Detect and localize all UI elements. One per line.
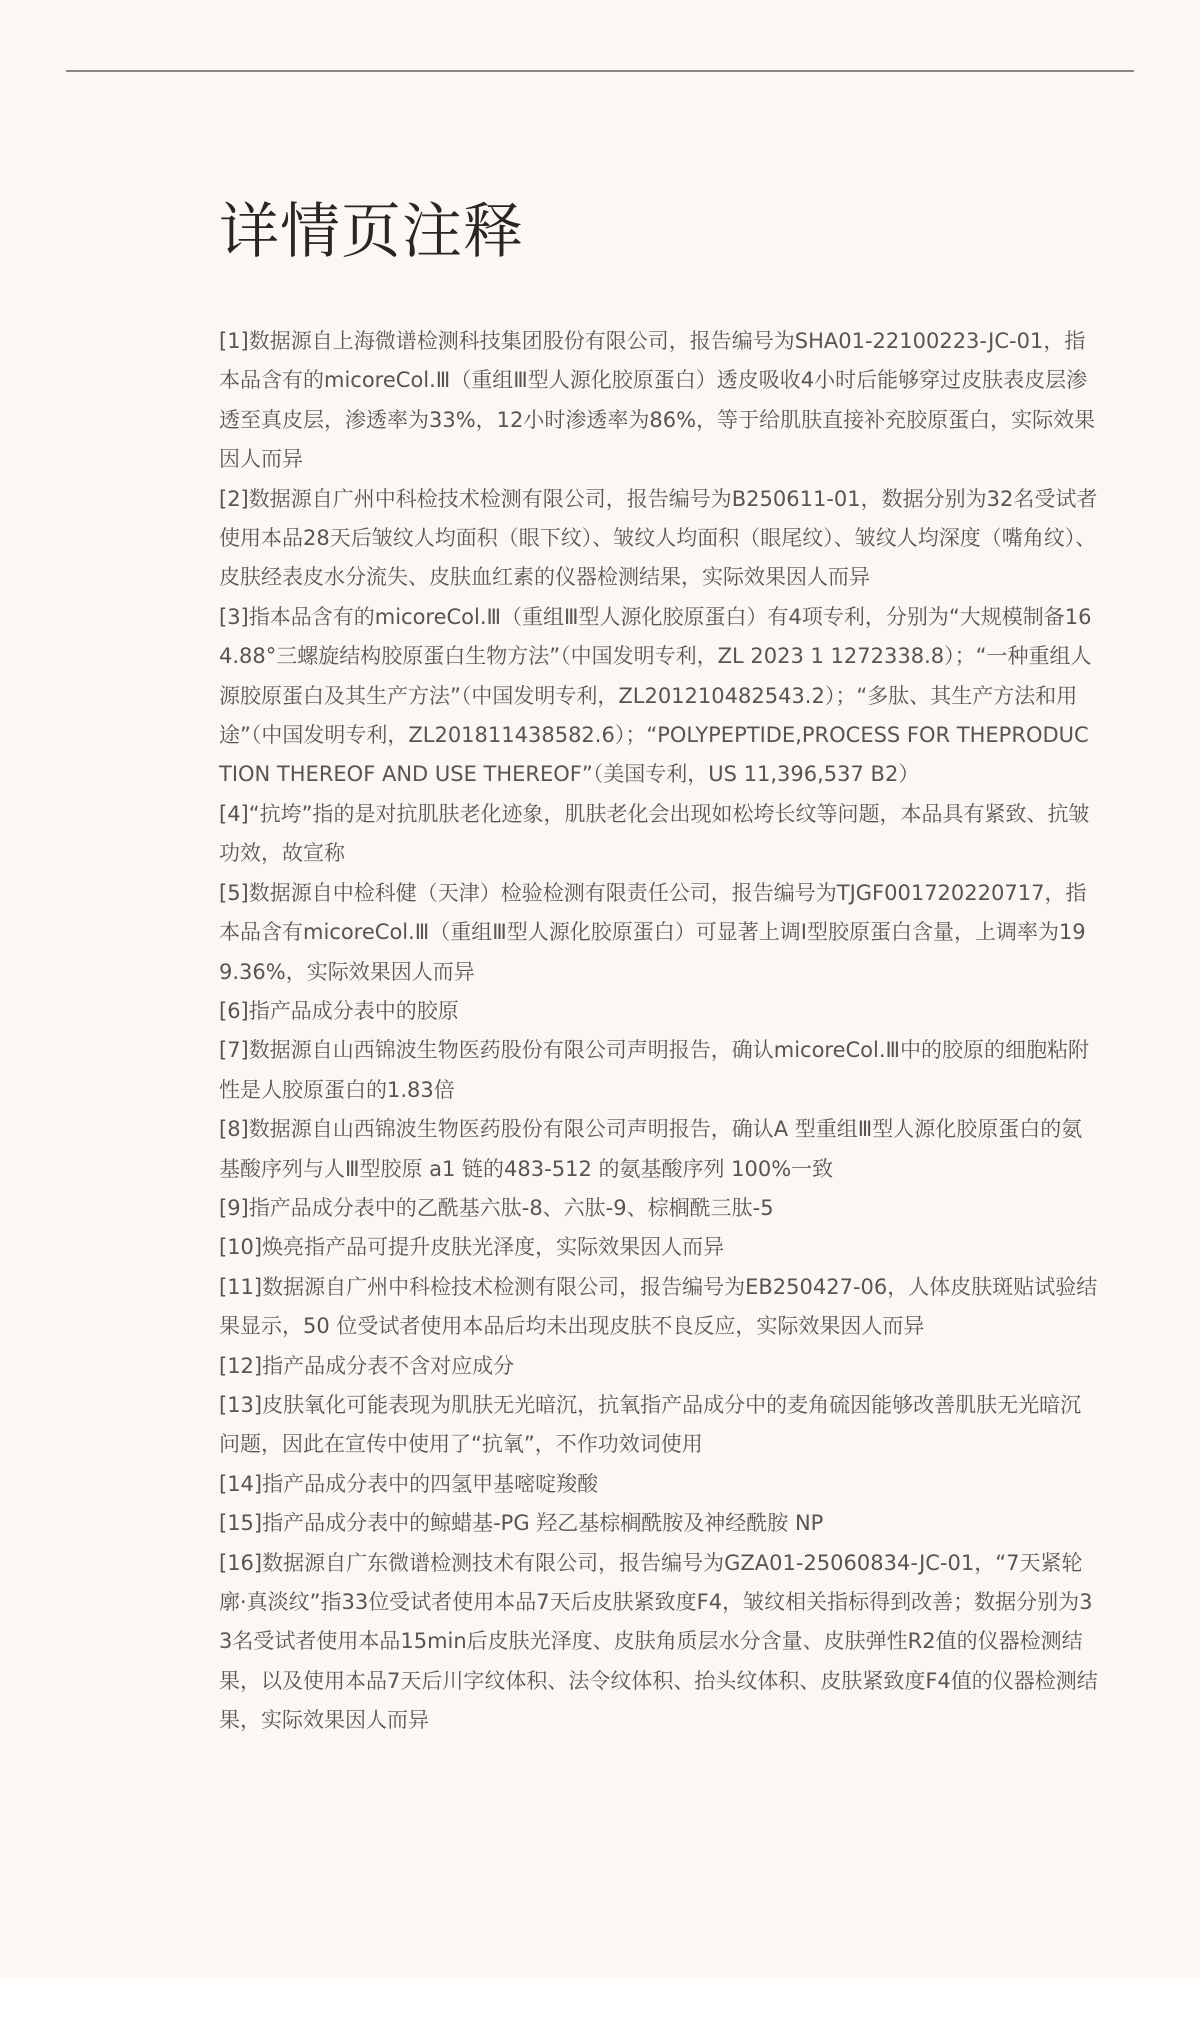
top-divider bbox=[66, 70, 1134, 72]
annotation-item: [9]指产品成分表中的乙酰基六肽-8、六肽-9、棕榈酰三肽-5 bbox=[219, 1195, 774, 1220]
annotation-item: [11]数据源自广州中科检技术检测有限公司，报告编号为EB250427-06，人体皮肤斑贴试验结果显示，50 位受试者使用本品后均未出现皮肤不良反应，实际效果因人而异 bbox=[219, 1274, 1098, 1339]
annotation-item: [6]指产品成分表中的胶原 bbox=[219, 998, 459, 1023]
page-title: 详情页注释 bbox=[219, 197, 524, 267]
annotation-item: [12]指产品成分表不含对应成分 bbox=[219, 1353, 515, 1378]
annotation-item: [2]数据源自广州中科检技术检测有限公司，报告编号为B250611-01，数据分别为32名受试者使用本品28天后皱纹人均面积（眼下纹）、皱纹人均面积（眼尾纹）、皱纹人均深度（嘴角纹）、皮肤经表皮水分流失、皮肤血红素的仪器检测结果，实际效果因人而异 bbox=[219, 486, 1098, 590]
annotation-item: [1]数据源自上海微谱检测科技集团股份有限公司，报告编号为SHA01-22100223-JC-01，指本品含有的micoreCol.Ⅲ（重组Ⅲ型人源化胶原蛋白）透皮吸收4小时后能够穿过皮肤表皮层渗透至真皮层，渗透率为33%，12小时渗透率为86%，等于给肌肤直接补充胶原蛋白，实际效果因人而异 bbox=[219, 329, 1096, 472]
annotation-list bbox=[219, 322, 1099, 1741]
annotation-item: [14]指产品成分表中的四氢甲基嘧啶羧酸 bbox=[219, 1471, 599, 1496]
annotation-item: [13]皮肤氧化可能表现为肌肤无光暗沉，抗氧指产品成分中的麦角硫因能够改善肌肤无光暗沉问题，因此在宣传中使用了“抗氧”，不作功效词使用 bbox=[219, 1392, 1082, 1457]
annotation-item: [10]焕亮指产品可提升皮肤光泽度，实际效果因人而异 bbox=[219, 1235, 725, 1260]
annotation-item: [5]数据源自中检科健（天津）检验检测有限责任公司，报告编号为TJGF001720220717，指本品含有micoreCol.Ⅲ（重组Ⅲ型人源化胶原蛋白）可显著上调Ⅰ型胶原蛋白含量，上调率为199.36%，实际效果因人而异 bbox=[219, 880, 1087, 984]
annotation-item: [8]数据源自山西锦波生物医药股份有限公司声明报告，确认A 型重组Ⅲ型人源化胶原蛋白的氨基酸序列与人Ⅲ型胶原 a1 链的483-512 的氨基酸序列 100%一致 bbox=[219, 1117, 1083, 1181]
annotation-item: [4]“抗垮”指的是对抗肌肤老化迹象，肌肤老化会出现如松垮长纹等问题，本品具有紧致、抗皱功效，故宣称 bbox=[219, 801, 1090, 866]
bottom-strip bbox=[0, 1978, 1200, 2024]
annotation-item: [3]指本品含有的micoreCol.Ⅲ（重组Ⅲ型人源化胶原蛋白）有4项专利，分别为“大规模制备164.88°三螺旋结构胶原蛋白生物方法”（中国发明专利，ZL 2023 1 1272338.8）；“一种重组人源胶原蛋白及其生产方法”（中国发明专利，ZL201210482543.2）；“多肽、其生产方法和用途”（中国发明专利，ZL201811438582.6）；“POLYPEPTIDE,PROCESS FOR THEPRODUCTION THEREOF AND USE THEREOF”（美国专利，US 11,396,537 B2） bbox=[219, 604, 1092, 787]
annotation-item: [16]数据源自广东微谱检测技术有限公司，报告编号为GZA01-25060834-JC-01，“7天紧轮廓·真淡纹”指33位受试者使用本品7天后皮肤紧致度F4，皱纹相关指标得到改善；数据分别为33名受试者使用本品15min后皮肤光泽度、皮肤角质层水分含量、皮肤弹性R2值的仪器检测结果，以及使用本品7天后川字纹体积、法令纹体积、抬头纹体积、皮肤紧致度F4值的仪器检测结果，实际效果因人而异 bbox=[219, 1550, 1098, 1733]
annotation-item: [15]指产品成分表中的鲸蜡基-PG 羟乙基棕榈酰胺及神经酰胺 NP bbox=[219, 1511, 824, 1536]
annotation-item: [7]数据源自山西锦波生物医药股份有限公司声明报告，确认micoreCol.Ⅲ中的胶原的细胞粘附性是人胶原蛋白的1.83倍 bbox=[219, 1038, 1090, 1102]
